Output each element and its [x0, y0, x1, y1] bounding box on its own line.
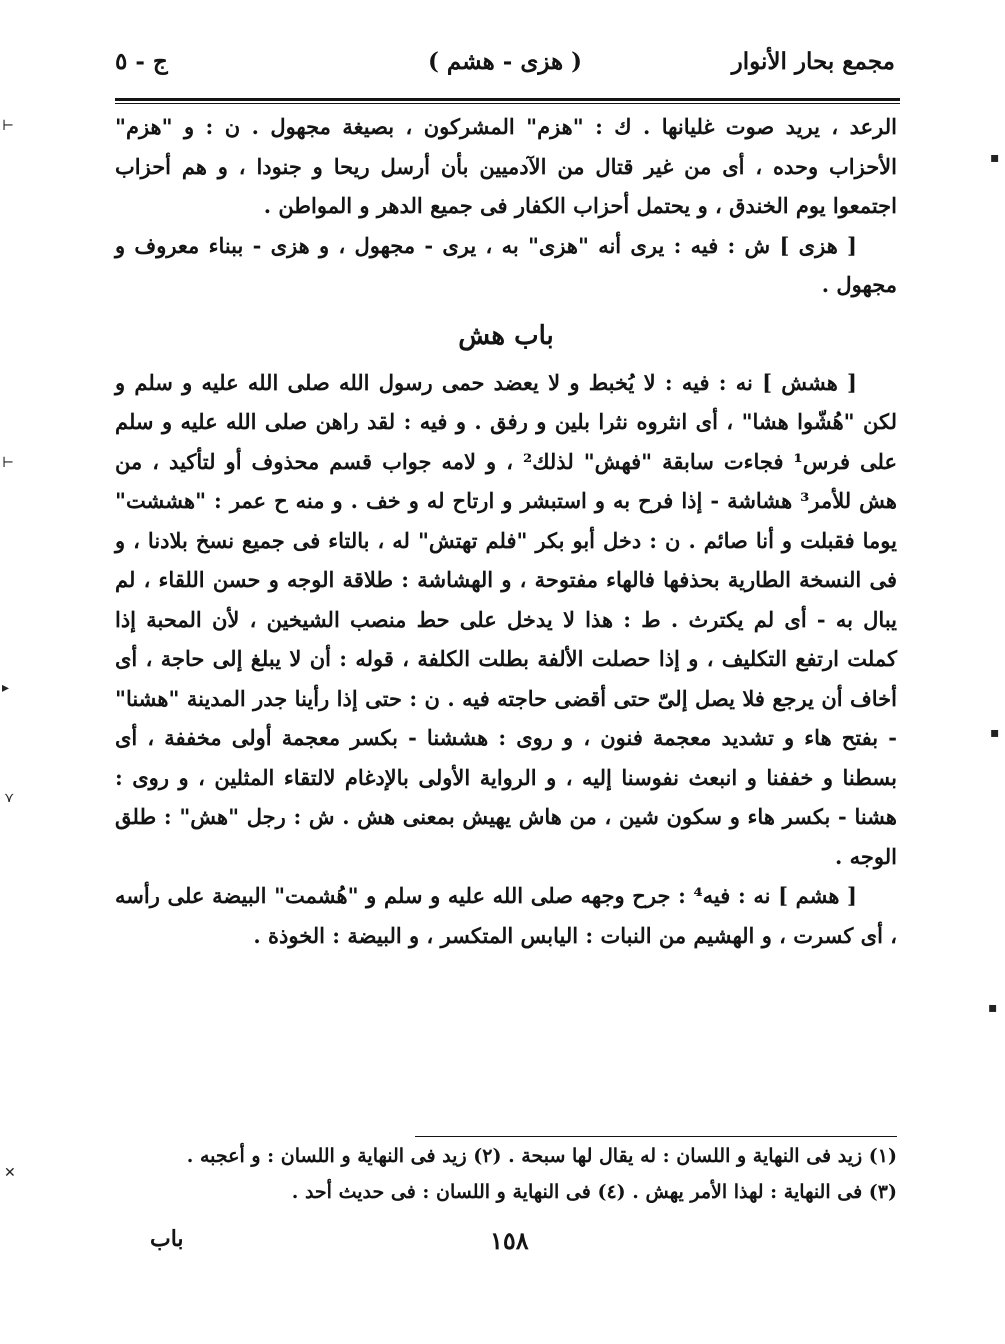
footnote-rule	[415, 1136, 897, 1137]
scan-mark: ▪	[990, 725, 1000, 741]
header-rule-thin	[115, 103, 900, 104]
scan-mark: ▪	[988, 1000, 998, 1016]
scan-mark: ⋎	[4, 790, 15, 806]
scan-mark: ⊢	[2, 118, 15, 134]
catchword: باب	[150, 1226, 184, 1252]
page-number: ١٥٨	[490, 1226, 529, 1255]
scan-mark: ▸	[2, 680, 10, 696]
scan-mark: ⊢	[2, 455, 15, 471]
book-title: مجمع بحار الأنوار	[731, 48, 895, 75]
paragraph: [ هشم ] نه : فيه⁴ : جرح وجهه صلى الله عليه و سلم و "هُشمت" البيضة على رأسه ، أى كسرت ، و الهشيم من النبات : اليابس المتكسر ، و البيضة : الخوذة .	[115, 883, 897, 948]
paragraph: [ هزى ] ش : فيه : يرى أنه "هزى" به ، يرى - مجهول ، و هزى - ببناء معروف و مجهول .	[115, 232, 897, 297]
section-range: ( هزى - هشم )	[427, 48, 583, 75]
footnotes	[115, 1138, 897, 1210]
scan-mark: ▪	[990, 150, 1000, 166]
scan-mark: ✕	[4, 1165, 16, 1181]
paragraph: الرعد ، يريد صوت غليانها . ك : "هزم" المشركون ، بصيغة مجهول . ن : و "هزم" الأحزاب وحده ، أى من غير قتال من الآدميين بأن أرسل ريحا و جنودا ، و هم أحزاب اجتمعوا يوم الخندق ، و يحتمل أحزاب الكفار فى جميع الدهر و المواطن .	[115, 114, 897, 218]
footnote-line: (٣) فى النهاية : لهذا الأمر يهش . (٤) فى النهاية و اللسان : فى حديث أحد .	[291, 1181, 897, 1203]
paragraph: [ هشش ] نه : فيه : لا يُخبط و لا يعضد حمى رسول الله صلى الله عليه و سلم و لكن "هُشّوا هشا" ، أى انثروه نثرا بلين و رفق . و فيه : لقد راهن صلى الله عليه و سلم على فرس¹ فجاءت سابقة "فهش" لذلك² ، و لامه جواب قسم محذوف أو لتأكيد ، من هش للأمر³ هشاشة - إذا فرح به و استبشر و ارتاح له و خف . و منه ح عمر : "هششت" يوما فقبلت و أنا صائم . ن : دخل أبو بكر "فلم تهتش" له ، بالتاء فى جميع نسخ بلادنا ، و فى النسخة الطارية بحذفها فالهاء مفتوحة ، و الهشاشة : طلاقة الوجه و حسن اللقاء ، لم يبال به - أى لم يكترث . ط : هذا لا يدخل على حط منصب الشيخين ، لأن المحبة إذا كملت ارتفع التكليف ، و إذا حصلت الألفة بطلت الكلفة ، قوله : أن لا يبلغ إلى حاجة ، أى أخاف أن يرجع فلا يصل إلىّ حتى أقضى حاجته فيه . ن : حتى إذا رأينا جدر المدينة "هشنا" - بفتح هاء و تشديد معجمة فنون ، و روى : هششنا - بكسر معجمة أولى مخففة ، أى بسطنا و خففنا و انبعث نفوسنا إليه ، و الرواية الأولى بالإدغام لالتقاء المثلين ، و روى : هشنا - بكسر هاء و سكون شين ، من هاش يهيش بمعنى هش . ش : رجل "هش" : طلق الوجه .	[115, 369, 897, 869]
main-text	[115, 107, 897, 955]
section-heading: باب هش	[458, 320, 554, 351]
running-header	[115, 48, 895, 88]
footnote-line: (١) زيد فى النهاية و اللسان : له يقال لها سبحة . (٢) زيد فى النهاية و اللسان : و أعجبه .	[186, 1145, 897, 1167]
volume-number: ج - ٥	[115, 48, 168, 75]
header-rule	[115, 98, 900, 101]
